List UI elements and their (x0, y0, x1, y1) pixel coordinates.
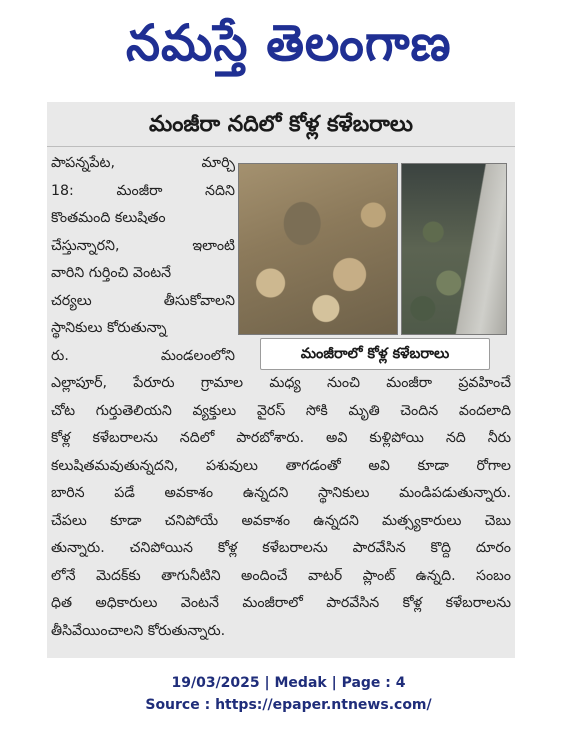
river-photo-right (401, 163, 507, 335)
body-line: కొంతమంది కలుషితం (51, 210, 166, 226)
body-line: బారిన పడే అవకాశం ఉన్నదని స్థానికులు మండిపడుతున్నారు. (51, 485, 511, 501)
body-line: ధిత అధికారులు వెంటనే మంజీరాలో పారవేసిన కోళ్ల కళేబరాలను (51, 595, 511, 611)
body-line: చర్యలు తీసుకోవాలని (51, 292, 235, 309)
body-line: కోళ్ల కళేబరాలను నదిలో పారబోశారు. అవి కుళ్లిపోయి నది నీరు (51, 430, 511, 446)
article-photo-area (238, 157, 508, 373)
body-line: తీసివేయించాలని కోరుతున్నారు. (51, 622, 226, 639)
body-line: లోనే మెదక్‌కు తాగునీటిని అందించే వాటర్ ప్లాంట్ ఉన్నది. సంబం (51, 567, 511, 584)
masthead-title: నమస్తే తెలంగాణ (125, 14, 452, 72)
article-body-full-width (51, 370, 511, 645)
news-clipping (47, 102, 515, 658)
article-body-left-column (51, 150, 235, 370)
body-line: 18: మంజీరా నదిని (51, 182, 235, 199)
body-line: చోట గుర్తుతెలియని వ్యక్తులు వైరస్ సోకి మృతి చెందిన వందలాది (51, 402, 511, 419)
masthead (0, 4, 577, 82)
body-line: చేస్తున్నారని, ఇలాంటి (51, 237, 235, 254)
headline-divider (47, 146, 515, 147)
body-line: వారిని గుర్తించి వెంటనే (51, 265, 172, 281)
footer-date-edition: 19/03/2025 | Medak | Page : 4 (171, 675, 406, 691)
photo-caption: మంజీరాలో కోళ్ల కళేబరాలు (260, 338, 490, 370)
river-photo-left (238, 163, 398, 335)
body-line: ఎల్లాపూర్, పేరూరు గ్రామాల మధ్య నుంచి మంజీరా ప్రవహించే (51, 375, 511, 391)
body-line: పాపన్నపేట, మార్చి (51, 155, 235, 171)
body-line: కలుషితమవుతున్నదని, పశువులు తాగడంతో అవి కూడా రోగాల (51, 457, 511, 474)
body-line: తున్నారు. చనిపోయిన కోళ్ల కళేబరాలను పారవేసిన కొద్ది దూరం (51, 540, 511, 556)
body-line: రు. మండలంలోని (51, 347, 235, 364)
footer-source: Source : https://epaper.ntnews.com/ (145, 697, 432, 713)
body-line: చేపలు కూడా చనిపోయే అవకాశం ఉన్నదని మత్స్యకారులు చెబు (51, 512, 511, 529)
body-line: స్థానికులు కోరుతున్నా (51, 320, 167, 336)
article-headline: మంజీరా నదిలో కోళ్ల కళేబరాలు (148, 112, 414, 137)
